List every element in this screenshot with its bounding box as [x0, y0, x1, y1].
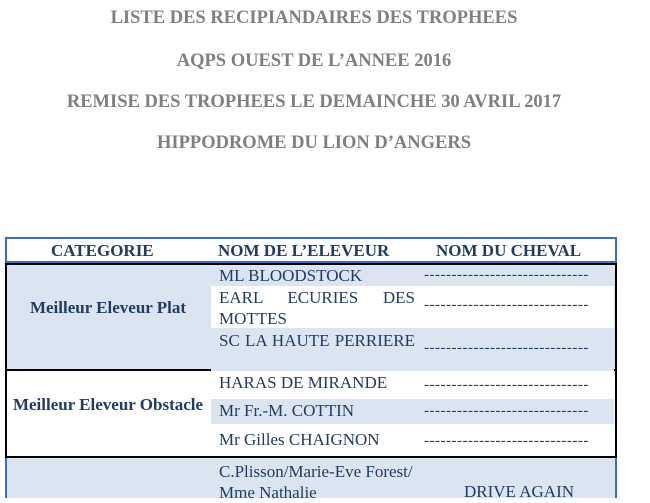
- horse-cell: ------------------------------: [424, 377, 589, 393]
- breeder-cell: SC LA HAUTE PERRIERE: [219, 331, 415, 350]
- ceremony-date: REMISE DES TROPHEES LE DEMAINCHE 30 AVRIL 2017: [66, 92, 562, 112]
- horse-cell: ------------------------------: [424, 433, 589, 449]
- table-row: [211, 265, 614, 286]
- column-header-breeder: NOM DE L’ELEVEUR: [218, 241, 390, 260]
- table-row: [211, 426, 614, 455]
- breeder-cell: Mr Fr.-M. COTTIN: [219, 401, 355, 420]
- group-flat: [5, 263, 617, 371]
- breeder-cell: HARAS DE MIRANDE: [219, 373, 388, 392]
- horse-cell: DRIVE AGAIN: [463, 482, 575, 501]
- breeder-cell: C.Plisson/Marie-Eve Forest/ Mme Nathalie: [219, 462, 413, 502]
- breeder-cell: Mr Gilles CHAIGNON: [219, 430, 380, 449]
- trophy-table: [5, 237, 617, 502]
- breeder-cell: ML BLOODSTOCK: [219, 266, 363, 285]
- horse-cell: ------------------------------: [424, 297, 589, 313]
- table-row: [211, 286, 614, 328]
- breeder-cell: EARL ECURIES DES MOTTES: [219, 288, 415, 328]
- category-cell: Meilleur Eleveur Obstacle: [12, 395, 204, 414]
- column-header-horse: NOM DU CHEVAL: [436, 241, 582, 260]
- table-row: [211, 458, 614, 502]
- category-cell: Meilleur Eleveur Plat: [29, 298, 187, 317]
- column-header-category: CATEGORIE: [51, 241, 154, 260]
- table-row: [211, 399, 614, 424]
- table-row: [211, 371, 614, 397]
- list-title: LISTE DES RECIPIANDAIRES DES TROPHEES: [110, 8, 518, 28]
- horse-cell: ------------------------------: [424, 403, 589, 419]
- table-header: [5, 237, 617, 263]
- horse-cell: ------------------------------: [424, 340, 589, 356]
- group-third: [5, 458, 617, 502]
- table-row: [211, 329, 614, 371]
- group-obstacle: [5, 371, 617, 458]
- horse-cell: ------------------------------: [424, 267, 589, 283]
- venue: HIPPODROME DU LION D’ANGERS: [157, 133, 471, 153]
- year-subtitle: AQPS OUEST DE L’ANNEE 2016: [176, 51, 452, 71]
